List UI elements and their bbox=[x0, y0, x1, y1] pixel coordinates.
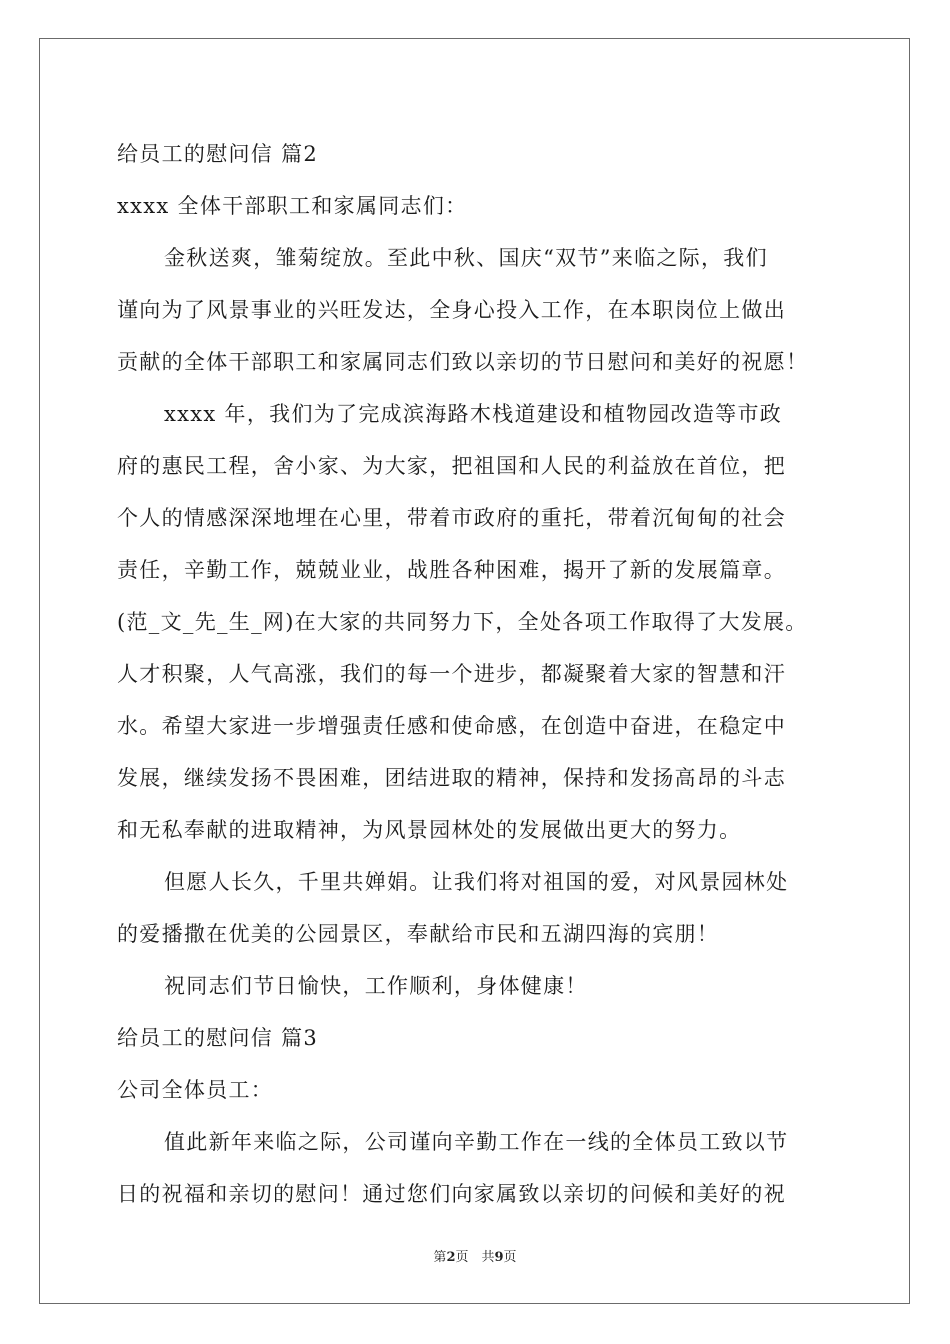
text-line: 府的惠民工程，舍小家、为大家，把祖国和人民的利益放在首位，把 bbox=[117, 454, 786, 478]
text-line: 祝同志们节日愉快，工作顺利，身体健康！ bbox=[164, 974, 588, 998]
text-line: 水。希望大家进一步增强责任感和使命感，在创造中奋进，在稳定中 bbox=[117, 714, 786, 738]
text-line: 金秋送爽，雏菊绽放。至此中秋、国庆“双节”来临之际，我们 bbox=[164, 246, 768, 270]
text-line: 个人的情感深深地埋在心里，带着市政府的重托，带着沉甸甸的社会 bbox=[117, 506, 786, 530]
text-line: (范_文_先_生_网)在大家的共同努力下，全处各项工作取得了大发展。 bbox=[117, 610, 808, 634]
text-line: 人才积聚，人气高涨，我们的每一个进步，都凝聚着大家的智慧和汗 bbox=[117, 662, 786, 686]
document-body bbox=[117, 128, 852, 1220]
footer-mid: 页 共 bbox=[455, 1250, 495, 1265]
text-line: 公司全体员工： bbox=[117, 1078, 274, 1102]
footer-suffix: 页 bbox=[503, 1250, 517, 1265]
page-footer bbox=[0, 1246, 950, 1265]
text-line: 日的祝福和亲切的慰问！通过您们向家属致以亲切的问候和美好的祝 bbox=[117, 1182, 786, 1206]
text-line: 发展，继续发扬不畏困难，团结进取的精神，保持和发扬高昂的斗志 bbox=[117, 766, 786, 790]
text-line: 和无私奉献的进取精神，为风景园林处的发展做出更大的努力。 bbox=[117, 818, 742, 842]
text-line: 值此新年来临之际，公司谨向辛勤工作在一线的全体员工致以节 bbox=[164, 1130, 789, 1154]
text-line: xxxx 全体干部职工和家属同志们： bbox=[117, 194, 468, 218]
text-line: 贡献的全体干部职工和家属同志们致以亲切的节日慰问和美好的祝愿！ bbox=[117, 350, 809, 374]
text-line: 责任，辛勤工作，兢兢业业，战胜各种困难，揭开了新的发展篇章。 bbox=[117, 558, 786, 582]
text-line: 但愿人长久，千里共婵娟。让我们将对祖国的爱，对风景园林处 bbox=[164, 870, 789, 894]
footer-prefix: 第 bbox=[433, 1250, 447, 1265]
text-line: xxxx 年，我们为了完成滨海路木栈道建设和植物园改造等市政 bbox=[164, 402, 783, 426]
text-line: 给员工的慰问信 篇2 bbox=[117, 142, 319, 166]
current-page-number: 2 bbox=[446, 1250, 456, 1265]
text-line: 的爱播撒在优美的公园景区，奉献给市民和五湖四海的宾朋！ bbox=[117, 922, 720, 946]
text-line: 给员工的慰问信 篇3 bbox=[117, 1026, 319, 1050]
text-line: 谨向为了风景事业的兴旺发达，全身心投入工作，在本职岗位上做出 bbox=[117, 298, 786, 322]
total-pages-number: 9 bbox=[494, 1250, 504, 1265]
